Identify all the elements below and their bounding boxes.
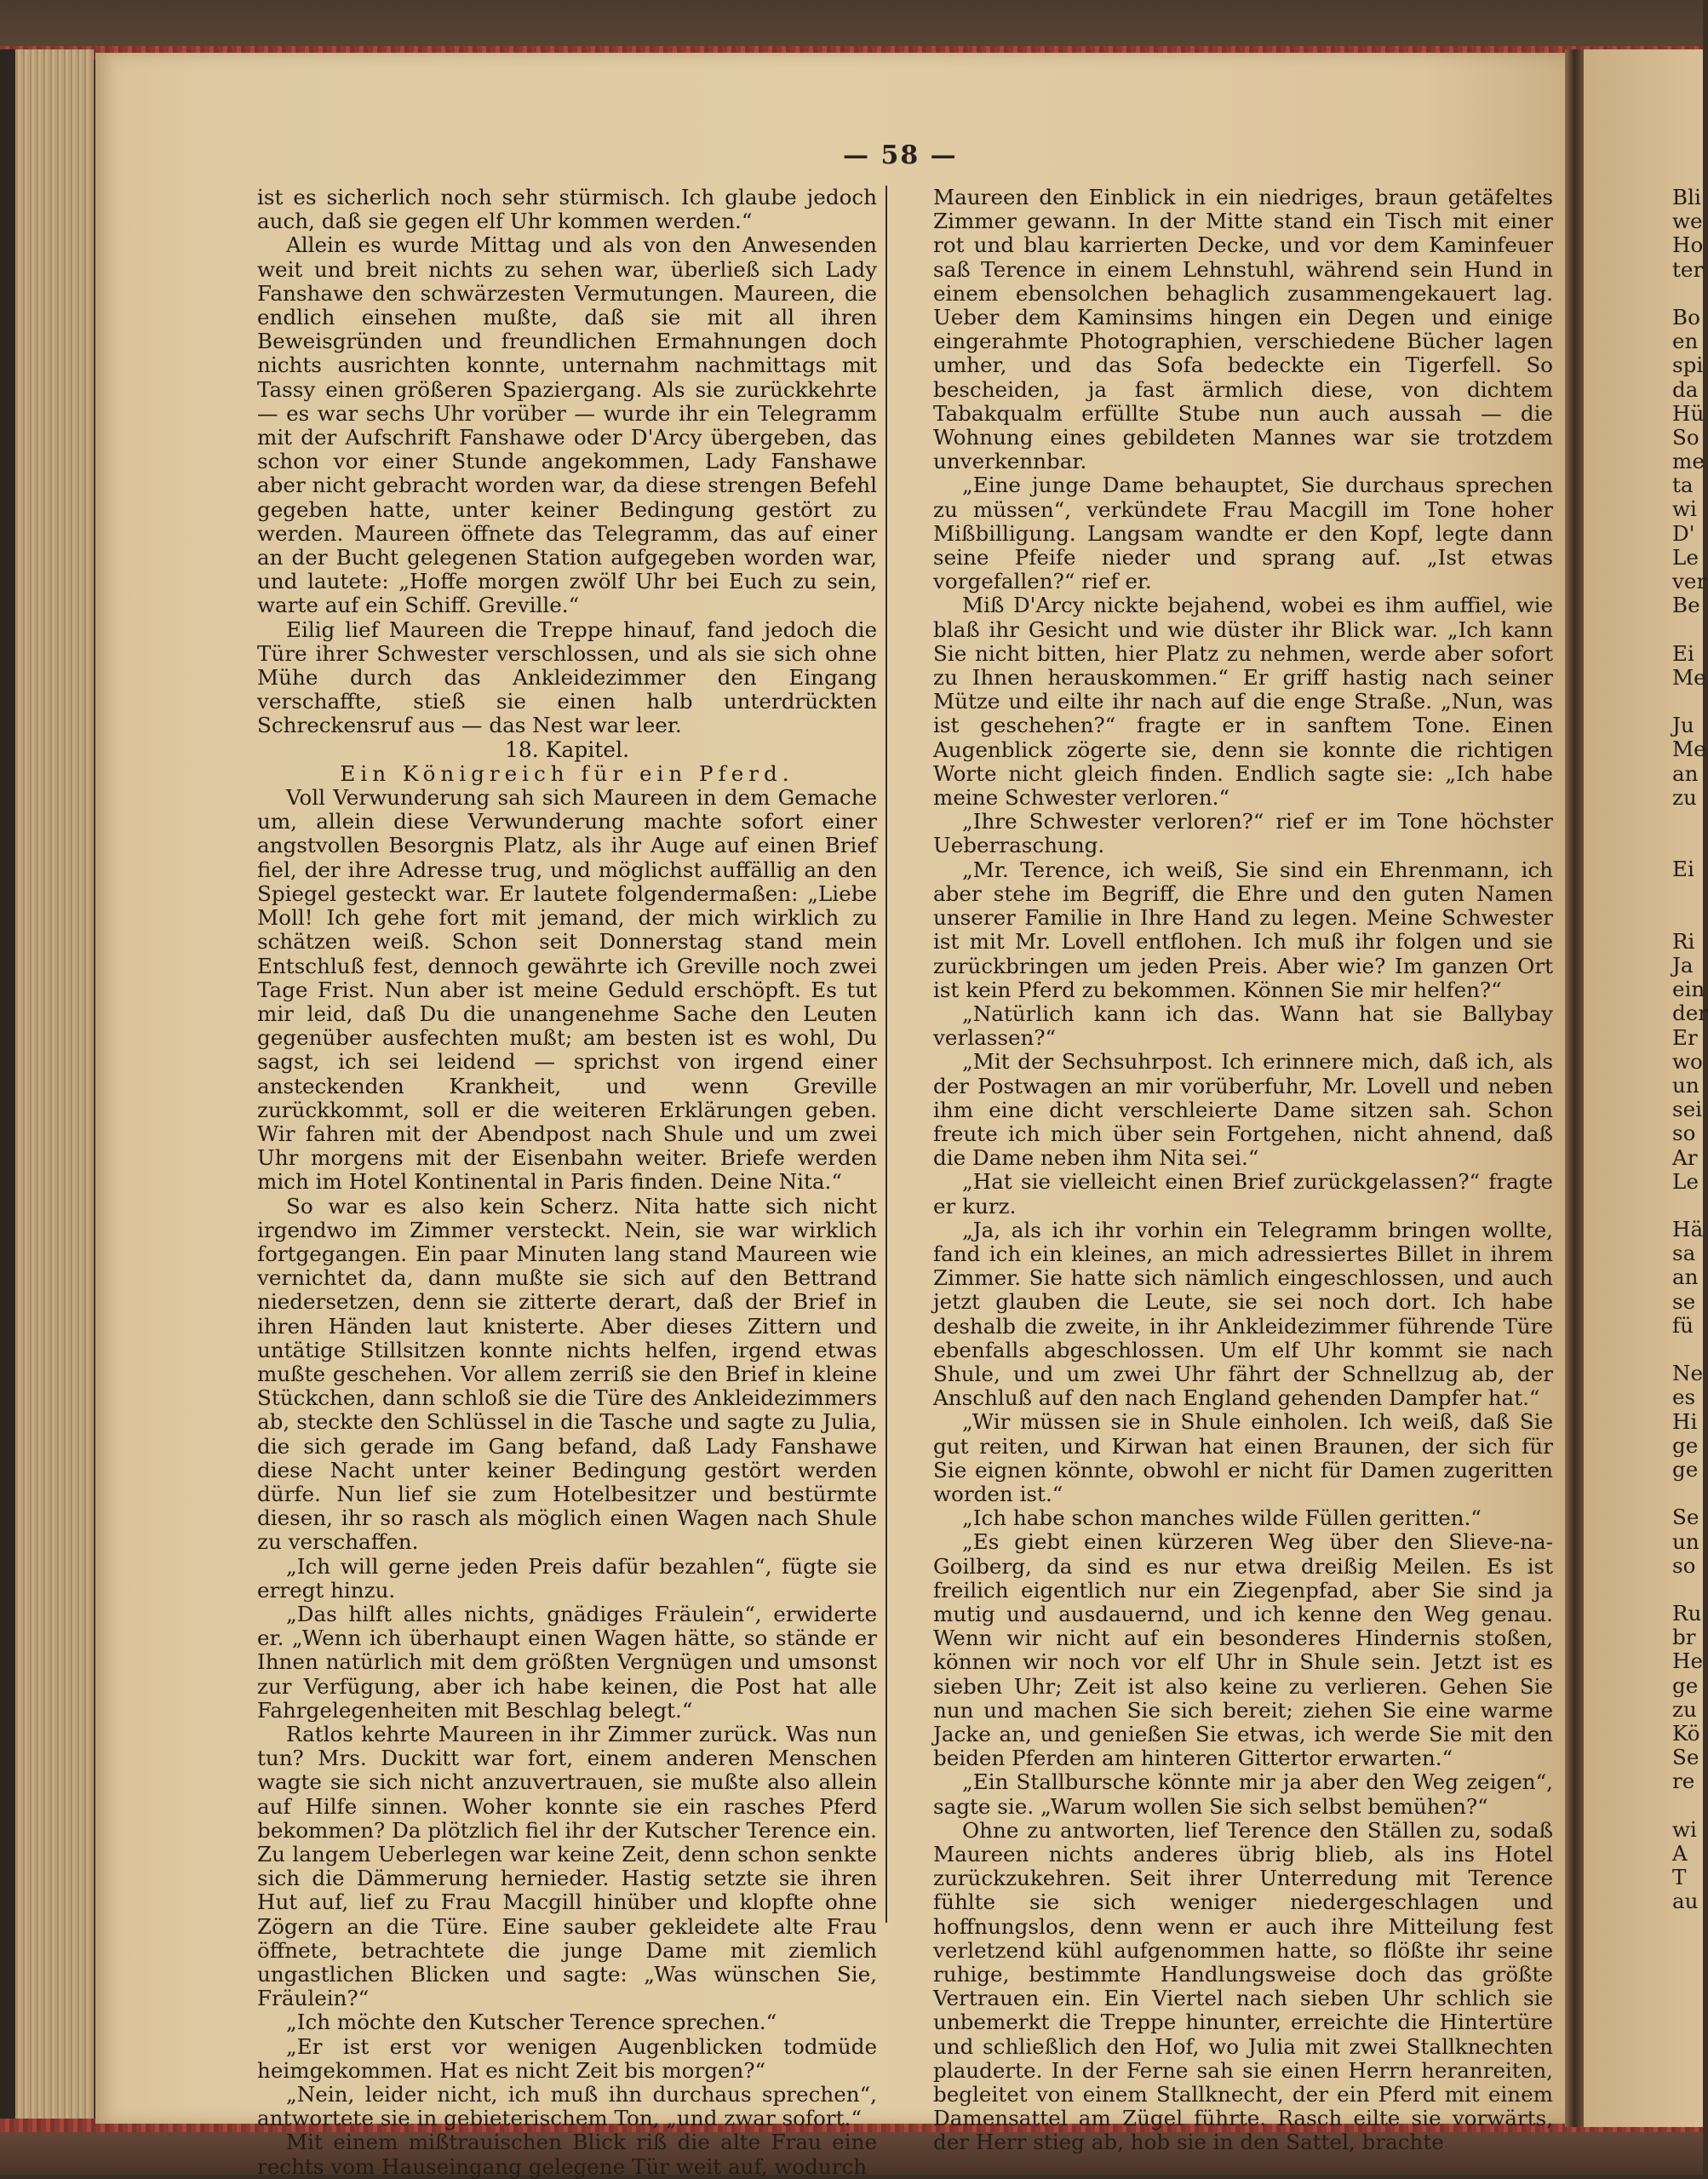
facing-page-fragment: sa xyxy=(1672,1241,1696,1266)
facing-page-fragment: an xyxy=(1672,1264,1699,1290)
facing-page-fragment: ver xyxy=(1672,569,1707,593)
paragraph: ist es sicherlich noch sehr stürmisch. Ich glaube jedoch auch, daß sie gegen elf Uhr kommen werden.“ xyxy=(257,185,877,234)
facing-page-fragment: ta xyxy=(1672,473,1694,498)
facing-page-fragment: A xyxy=(1672,1840,1688,1866)
facing-page-fragment: br xyxy=(1672,1625,1696,1650)
facing-page-fragment xyxy=(1672,834,1703,857)
facing-page-fragment: an xyxy=(1672,760,1699,786)
paragraph: „Mr. Terence, ich weiß, Sie sind ein Ehrenmann, ich aber stehe im Begriff, die Ehre und den guten Namen unserer Familie in Ihre Hand zu legen. Meine Schwester ist mit Mr. Lovell entflohen. Ich muß ihr folgen und sie zurückbringen um jeden Preis. Aber wie? Im ganzen Ort ist kein Pferd zu bekommen. Können Sie mir helfen?“ xyxy=(933,857,1553,1002)
facing-page-fragment: Ru xyxy=(1672,1601,1702,1626)
facing-page-fragment: Ne xyxy=(1672,1361,1704,1386)
facing-page-fragment: un xyxy=(1672,1072,1699,1098)
facing-page-fragment: Bli xyxy=(1672,185,1701,209)
facing-page-fragment xyxy=(1672,1578,1703,1602)
paragraph: „Das hilft alles nichts, gnädiges Fräulein“, erwiderte er. „Wenn ich überhaupt einen Wagen hätte, so stände er Ihnen natürlich mit dem größten Vergnügen und umsonst zur Verfügung, aber ich habe keinen, die Post hat alle Fahrgelegenheiten mit Beschlag belegt.“ xyxy=(257,1601,877,1723)
book-cover-top-edge xyxy=(0,0,1703,53)
facing-page-fragment: Ar xyxy=(1672,1144,1698,1170)
paragraph: „Nein, leider nicht, ich muß ihn durchaus sprechen“, antwortete sie in gebieterischem Ton, „und zwar sofort.“ xyxy=(257,2082,877,2131)
facing-page-fragment: Ri xyxy=(1672,928,1695,954)
book-gutter xyxy=(1565,49,1584,2127)
paragraph: „Mit der Sechsuhrpost. Ich erinnere mich, daß ich, als der Postwagen an mir vorüberfuhr, Mr. Lovell und neben ihm eine dicht verschleierte Dame sitzen sah. Schon freute ich mich über sein Fortgehen, nicht ahnend, daß die Dame neben ihm Nita sei.“ xyxy=(933,1049,1553,1171)
facing-page-fragment xyxy=(1672,617,1703,641)
facing-page-fragment: Me xyxy=(1672,737,1706,762)
facing-page-fragment: se xyxy=(1672,1288,1696,1314)
facing-page-fragment: me xyxy=(1672,449,1705,474)
facing-page-fragment: ge xyxy=(1672,1432,1699,1458)
facing-page-fragment: un xyxy=(1672,1528,1699,1554)
paragraph: „Natürlich kann ich das. Wann hat sie Ballybay verlassen?“ xyxy=(933,1001,1553,1051)
facing-page-fragment: da xyxy=(1672,376,1699,402)
facing-page-fragment: Hä xyxy=(1672,1217,1704,1242)
paragraph: Mit einem mißtrauischen Blick riß die alte Frau eine rechts vom Hauseingang gelegene Tür weit auf, wodurch xyxy=(257,2130,877,2179)
facing-page-fragment: der xyxy=(1672,1001,1708,1026)
facing-page-fragment: Er xyxy=(1672,1024,1698,1050)
chapter-number: 18. Kapitel. xyxy=(504,737,630,762)
facing-page-fragment: so xyxy=(1672,1121,1696,1146)
page-number: — 58 — xyxy=(843,140,958,170)
paragraph: Ohne zu antworten, lief Terence den Ställen zu, sodaß Maureen nichts anderes übrig blieb, als ins Hotel zurückzukehren. Seit ihrer Unterredung mit Terence fühlte sie sich weniger niedergeschlagen und hoffnungslos, denn wenn er auch ihre Mitteilung fest verletzend kühl aufgenommen hatte, so flößte ihr seine ruhige, bestimmte Handlungsweise doch das größte Vertrauen ein. Ein Viertel nach sieben Uhr schlich sie unbemerkt die Treppe hinunter, erreichte die Hintertüre und schließlich den Hof, wo Julia mit zwei Stallknechten plauderte. In der Ferne sah sie einen Herrn heranreiten, begleitet von einem Stallknecht, der ein Pferd mit einem Damensattel am Zügel führte. Rasch eilte sie vorwärts, der Herr stieg ab, hob sie in den Sattel, brachte xyxy=(933,1817,1553,2155)
facing-page-fragment: fü xyxy=(1672,1312,1694,1338)
facing-page-fragment xyxy=(1672,1338,1703,1362)
facing-page-fragment: re xyxy=(1672,1769,1695,1794)
facing-page-fragment: Hi xyxy=(1672,1408,1698,1434)
facing-page-fragment: ter xyxy=(1672,256,1704,282)
paragraph: „Es giebt einen kürzeren Weg über den Slieve-na-Goilberg, da sind es nur etwa dreißig Meilen. Es ist freilich eigentlich nur ein Ziegenpfad, aber Sie sind ja mutig und ausdauernd, und ich kenne den Weg genau. Wenn wir nicht auf ein besonderes Hindernis stoßen, können wir noch vor elf Uhr in Shule sein. Jetzt ist es sieben Uhr; Zeit ist also keine zu verlieren. Gehen Sie nun und machen Sie sich bereit; ziehen Sie eine warme Jacke an, und genießen Sie etwas, ich werde Sie mit den beiden Pferden am hinteren Gittertor erwarten.“ xyxy=(933,1529,1553,1771)
facing-page-fragment: wo xyxy=(1672,1048,1703,1074)
paragraph: „Ihre Schwester verloren?“ rief er im Tone höchster Ueberraschung. xyxy=(933,809,1553,858)
facing-page-fragment xyxy=(1672,810,1703,834)
paragraph: Allein es wurde Mittag und als von den Anwesenden weit und breit nichts zu sehen war, überließ sich Lady Fanshawe den schwärzesten Vermutungen. Maureen, die endlich einsehen mußte, daß sie mit all ihren Beweisgründen und freundlichen Ermahnungen doch nichts ausrichten konnte, unternahm nachmittags mit Tassy einen größeren Spaziergang. Als sie zurückkehrte — es war sechs Uhr vorüber — wurde ihr ein Telegramm mit der Aufschrift Fanshawe oder D'Arcy übergeben, das schon vor einer Stunde angekommen, Lady Fanshawe aber nicht gebracht worden war, da diese strengen Befehl gegeben hatte, unter keiner Bedingung gestört zu werden. Maureen öffnete das Telegramm, das auf einer an der Bucht gelegenen Station aufgegeben worden war, und lautete: „Hoffe morgen zwölf Uhr bei Euch zu sein, warte auf ein Schiff. Greville.“ xyxy=(257,232,877,618)
paragraph: Eilig lief Maureen die Treppe hinauf, fand jedoch die Türe ihrer Schwester verschlossen, und als sie sich ohne Mühe durch das Ankleidezimmer den Eingang verschaffte, stieß sie einen halb unterdrückten Schreckensruf aus — das Nest war leer. xyxy=(257,616,877,738)
facing-page-fragment: we xyxy=(1672,209,1703,234)
facing-page-fragment: Hü xyxy=(1672,400,1705,426)
facing-page-fragment: zu xyxy=(1672,784,1697,810)
facing-page-fragment: au xyxy=(1672,1889,1699,1914)
facing-page-fragment xyxy=(1672,1482,1703,1505)
paragraph: „Er ist erst vor wenigen Augenblicken todmüde heimgekommen. Hat es nicht Zeit bis morgen?“ xyxy=(257,2033,877,2083)
paragraph: „Ich möchte den Kutscher Terence sprechen.“ xyxy=(286,2010,777,2035)
paragraph: Maureen den Einblick in ein niedriges, braun getäfeltes Zimmer gewann. In der Mitte stand ein Tisch mit einer rot und blau karrierten Decke, und vor dem Kaminfeuer saß Terence in einem Lehnstuhl, während sein Hund in einem ebensolchen behaglich zusammengekauert lag. Ueber dem Kaminsims hingen ein Degen und einige eingerahmte Photographien, verschiedene Bücher lagen umher, und das Sofa bedeckte ein Tigerfell. So bescheiden, ja fast ärmlich diese, von dichtem Tabakqualm erfüllte Stube nun auch aussah — die Wohnung eines gebildeten Mannes war sie trotzdem unverkennbar. xyxy=(933,185,1553,474)
facing-page-fragment: Bo xyxy=(1672,304,1700,330)
facing-page-fragment: Ja xyxy=(1672,953,1694,978)
facing-page-fragment: zu xyxy=(1672,1696,1697,1722)
facing-page-fragment: Le xyxy=(1672,544,1699,570)
facing-page-fragment: Se xyxy=(1672,1505,1699,1530)
facing-page-fragment: sei xyxy=(1672,1097,1703,1122)
facing-page-fragment: en xyxy=(1672,329,1699,354)
facing-page-fragment: Se xyxy=(1672,1745,1699,1770)
facing-page-fragment: He xyxy=(1672,1649,1704,1674)
paragraph: Miß D'Arcy nickte bejahend, wobei es ihm auffiel, wie blaß ihr Gesicht und wie düster ihr Blick war. „Ich kann Sie nicht bitten, hier Platz zu nehmen, werde aber sofort zu Ihnen herauskommen.“ Er griff hastig nach seiner Mütze und eilte ihr nach auf die enge Straße. „Nun, was ist geschehen?“ fragte er in sanftem Tone. Einen Augenblick zögerte sie, denn sie konnte die richtigen Worte nicht gleich finden. Endlich sagte sie: „Ich habe meine Schwester verloren.“ xyxy=(933,593,1553,811)
facing-page-fragment: so xyxy=(1672,1552,1696,1578)
paragraph: „Wir müssen sie in Shule einholen. Ich weiß, daß Sie gut reiten, und Kirwan hat einen Braunen, der sich für Sie eignen könnte, obwohl er nicht für Damen zugeritten worden ist.“ xyxy=(933,1409,1553,1506)
paragraph: So war es also kein Scherz. Nita hatte sich nicht irgendwo im Zimmer versteckt. Nein, sie war wirklich fortgegangen. Ein paar Minuten lang stand Maureen wie vernichtet da, dann mußte sie sich auf den Bettrand niedersetzen, denn sie zitterte derart, daß der Brief in ihren Händen laut knisterte. Aber dieses Zittern und untätige Stillsitzen konnte nichts helfen, irgend etwas mußte geschehen. Vor allem zerriß sie den Brief in kleine Stückchen, dann schloß sie die Türe des Ankleidezimmers ab, steckte den Schlüssel in die Tasche und sagte zu Julia, die sich gerade im Gang befand, daß Lady Fanshawe diese Nacht unter keiner Bedingung gestört werden dürfe. Nun lief sie zum Hotelbesitzer und bestürmte diesen, ihr so rasch als möglich einen Wagen nach Shule zu verschaffen. xyxy=(257,1193,877,1555)
paragraph: Voll Verwunderung sah sich Maureen in dem Gemache um, allein diese Verwunderung machte sofort einer angstvollen Besorgnis Platz, als ihr Auge auf einen Brief fiel, der ihre Adresse trug, und möglichst auffällig an den Spiegel gesteckt war. Er lautete folgendermaßen: „Liebe Moll! Ich gehe fort mit jemand, der mich wirklich zu schätzen weiß. Schon seit Donnerstag stand mein Entschluß fest, dennoch gewährte ich Greville noch zwei Tage Frist. Nun aber ist meine Geduld erschöpft. Es tut mir leid, daß Du die unangenehme Sache den Leuten gegenüber ausfechten mußt; am besten ist es wohl, Du sagst, ich sei leidend — sprichst von irgend einer ansteckenden Krankheit, und wenn Greville zurückkommt, soll er die weiteren Erklärungen geben. Wir fahren mit der Abendpost nach Shule und um zwei Uhr morgens mit der Eisenbahn weiter. Briefe werden mich im Hotel Kontinental in Paris finden. Deine Nita.“ xyxy=(257,785,877,1195)
facing-page-fragment: So xyxy=(1672,424,1699,450)
book-spine-left xyxy=(0,49,15,2127)
facing-page-fragment: Ju xyxy=(1672,713,1694,738)
facing-page-text-fragments xyxy=(1672,185,1708,1914)
facing-page-fragment: Be xyxy=(1672,593,1700,618)
facing-page-fragment: wi xyxy=(1672,496,1697,522)
facing-page-fragment: ge xyxy=(1672,1672,1699,1698)
facing-page-fragment: es xyxy=(1672,1385,1696,1410)
paragraph: „Eine junge Dame behauptet, Sie durchaus sprechen zu müssen“, verkündete Frau Macgill im Tone hoher Mißbilligung. Langsam wandte er den Kopf, legte dann seine Pfeife nieder und sprang auf. „Ist etwas vorgefallen?“ rief er. xyxy=(933,473,1553,594)
facing-page-fragment xyxy=(1672,1794,1703,1818)
facing-page-fragment xyxy=(1672,881,1703,905)
column-divider xyxy=(886,186,887,1923)
right-text-column xyxy=(933,186,1553,2155)
facing-page-fragment: Ei xyxy=(1672,857,1694,882)
facing-page-fragment: ein xyxy=(1672,977,1705,1002)
facing-page-fragment xyxy=(1672,1194,1703,1218)
facing-page-fragment: Ho xyxy=(1672,232,1704,258)
facing-page-fragment xyxy=(1672,906,1703,930)
facing-page-fragment xyxy=(1672,690,1703,714)
facing-page-fragment: wi xyxy=(1672,1816,1697,1842)
paragraph: „Hat sie vielleicht einen Brief zurückgelassen?“ fragte er kurz. xyxy=(933,1169,1553,1219)
facing-page-fragment: D' xyxy=(1672,520,1695,546)
facing-page-fragment: Ei xyxy=(1672,640,1694,666)
paragraph: „Ein Stallbursche könnte mir ja aber den Weg zeigen“, sagte sie. „Warum wollen Sie sich selbst bemühen?“ xyxy=(933,1769,1553,1819)
facing-page-fragment: T xyxy=(1672,1865,1687,1890)
paragraph: „Ja, als ich ihr vorhin ein Telegramm bringen wollte, fand ich ein kleines, an mich adressiertes Billet in ihrem Zimmer. Sie hatte sich nämlich eingeschlossen, und auch jetzt glauben die Leute, sie sei noch dort. Ich habe deshalb die zweite, in ihr Ankleidezimmer führende Türe ebenfalls abgeschlossen. Um elf Uhr kommt sie nach Shule, und um zwei Uhr fährt der Schnellzug ab, der Anschluß auf den nach England gehenden Dampfer hat.“ xyxy=(933,1217,1553,1411)
chapter-title: Ein Königreich für ein Pferd. xyxy=(340,760,794,786)
facing-page-fragment: ge xyxy=(1672,1456,1699,1482)
facing-page-fragment: Me xyxy=(1672,664,1706,690)
facing-page-fragment: Kö xyxy=(1672,1721,1700,1746)
facing-page-fragment: Le xyxy=(1672,1168,1699,1194)
facing-page-fragment xyxy=(1672,282,1703,306)
paragraph: „Ich will gerne jeden Preis dafür bezahlen“, fügte sie erregt hinzu. xyxy=(257,1553,877,1603)
paragraph: „Ich habe schon manches wilde Füllen geritten.“ xyxy=(962,1505,1482,1531)
left-text-column xyxy=(257,186,877,2179)
paragraph: Ratlos kehrte Maureen in ihr Zimmer zurück. Was nun tun? Mrs. Duckitt war fort, einem anderen Menschen wagte sie sich nicht anzuvertrauen, sie mußte also allein auf Hilfe sinnen. Woher konnte sie ein rasches Pferd bekommen? Da plötzlich fiel ihr der Kutscher Terence ein. Zu langem Ueberlegen war keine Zeit, denn schon senkte sich die Dämmerung hernieder. Hastig setzte sie ihren Hut auf, lief zu Frau Macgill hinüber und klopfte ohne Zögern an die Türe. Eine sauber gekleidete alte Frau öffnete, betrachtete die junge Dame mit ziemlich ungastlichen Blicken und sagte: „Was wünschen Sie, Fräulein?“ xyxy=(257,1722,877,2011)
facing-page-fragment: spi xyxy=(1672,353,1704,378)
